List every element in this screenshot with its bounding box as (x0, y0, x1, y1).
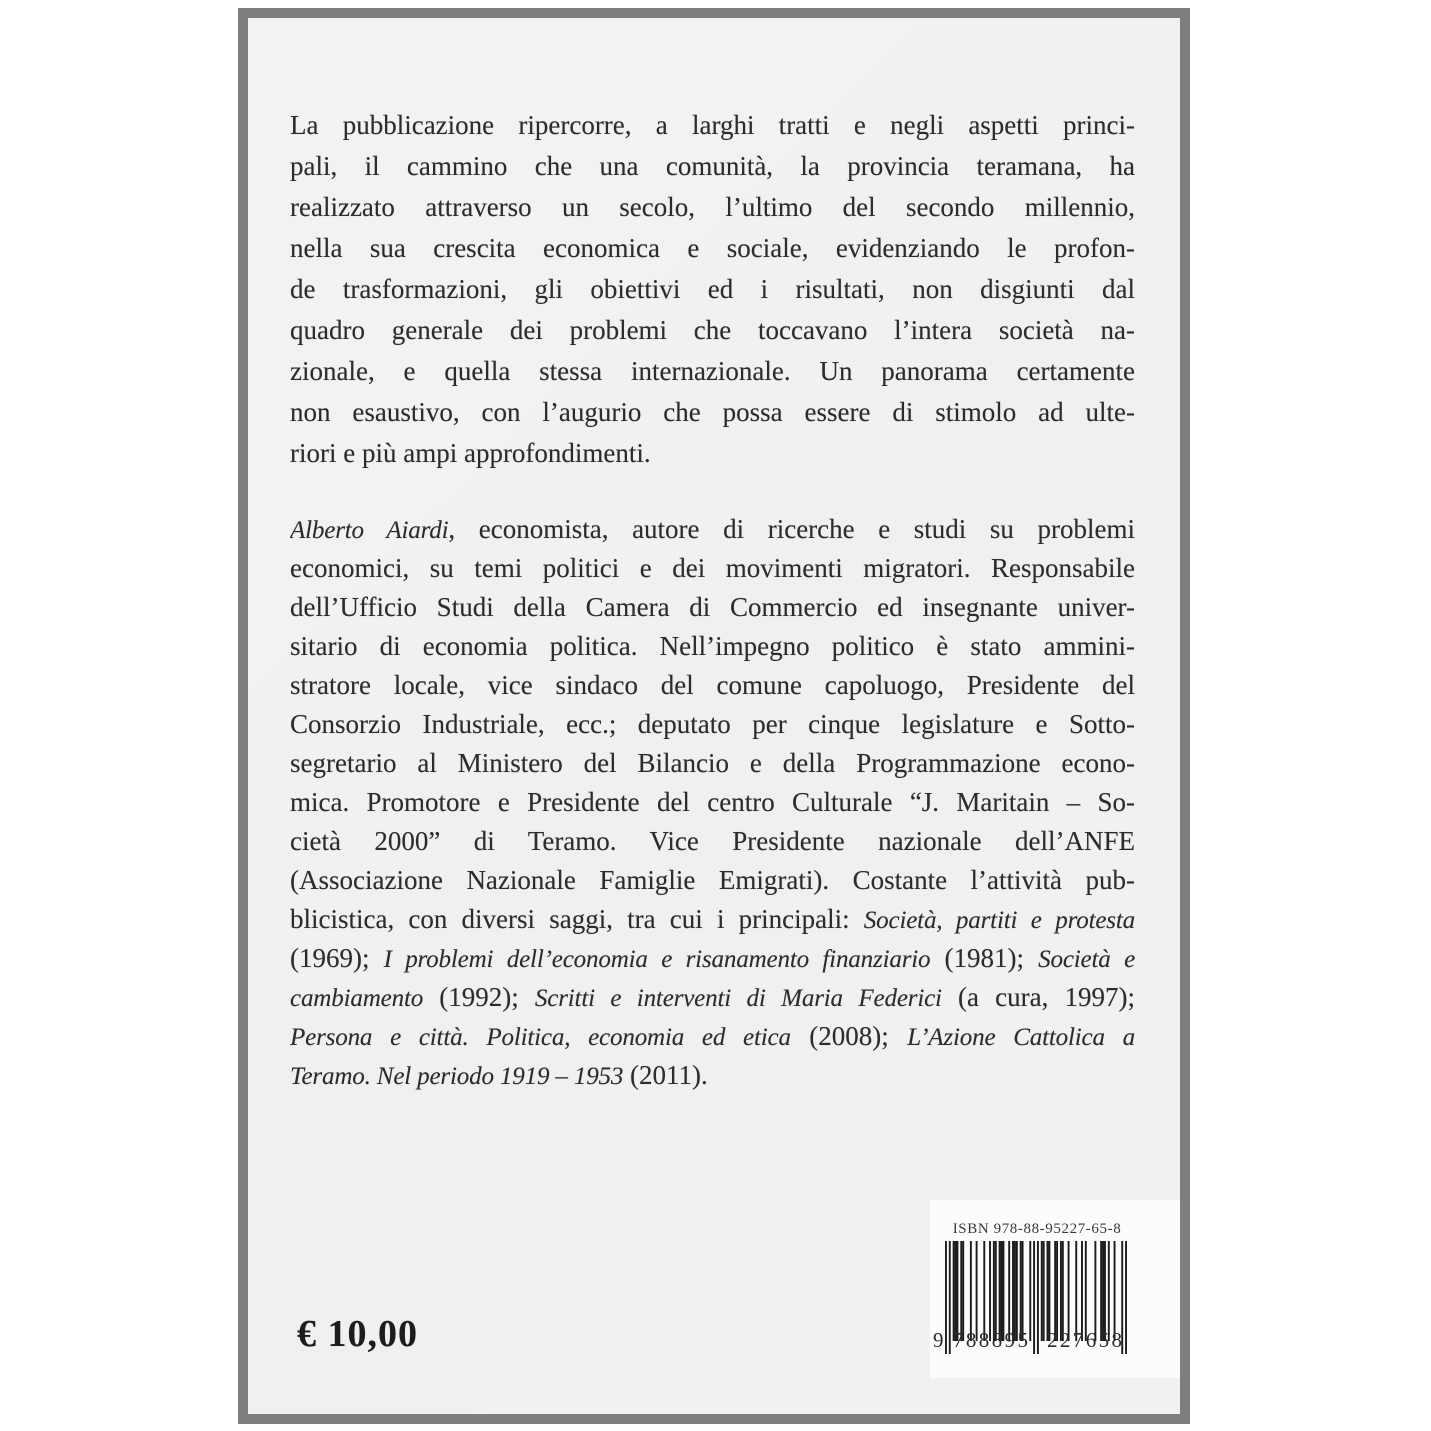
text-segment: pali, il cammino che una comunità, la provincia teramana, ha (290, 151, 1135, 181)
text-segment: (2008); (790, 1021, 908, 1051)
text-line (290, 351, 1135, 392)
barcode-panel (930, 1200, 1180, 1378)
barcode-digit-group: 9 (933, 1328, 944, 1352)
text-line (290, 627, 1135, 666)
text-line (290, 744, 1135, 783)
isbn-label: ISBN 978-88-95227-65-8 (952, 1221, 1122, 1237)
italic-title: I problemi dell’economia e risanamento finanziario (383, 946, 931, 973)
text-line (290, 822, 1135, 861)
italic-title: Società, partiti e protesta (863, 907, 1135, 934)
text-line (290, 105, 1135, 146)
text-segment: (1969); (290, 943, 384, 973)
text-segment: sitario di economia politica. Nell’impegno politico è stato ammini- (290, 631, 1135, 661)
italic-title: Scritti e interventi di Maria Federici (534, 985, 942, 1012)
text-segment: blicistica, con diversi saggi, tra cui i principali: (290, 904, 864, 934)
text-segment: (1981); (930, 943, 1039, 973)
text-line (290, 187, 1135, 228)
paragraph (290, 105, 1135, 474)
text-segment: (Associazione Nazionale Famiglie Emigrati). Costante l’attività pub- (290, 865, 1135, 895)
text-segment: Consorzio Industriale, ecc.; deputato per cinque legislature e Sotto- (290, 709, 1135, 739)
barcode-digit-group: 788895 (953, 1328, 1031, 1352)
text-line (290, 228, 1135, 269)
italic-title: cambiamento (290, 985, 424, 1012)
text-line (290, 705, 1135, 744)
text-line (290, 392, 1135, 433)
paragraph (290, 510, 1135, 1095)
text-segment: La pubblicazione ripercorre, a larghi tratti e negli aspetti princi- (290, 110, 1135, 140)
text-line (290, 978, 1135, 1017)
text-segment: non esaustivo, con l’augurio che possa essere di stimolo ad ulte- (290, 397, 1135, 427)
text-segment: quadro generale dei problemi che toccavano l’intera società na- (290, 315, 1135, 345)
text-line (290, 666, 1135, 705)
text-segment: (2011). (623, 1060, 708, 1090)
text-segment: segretario al Ministero del Bilancio e della Programmazione econo- (290, 748, 1135, 778)
text-line (290, 900, 1135, 939)
text-line (290, 269, 1135, 310)
barcode-inner (933, 1200, 1132, 1356)
text-block (290, 105, 1135, 1095)
text-segment: cietà 2000” di Teramo. Vice Presidente nazionale dell’ANFE (290, 826, 1135, 856)
italic-title: Società e (1038, 946, 1135, 973)
italic-title: Alberto Aiardi (290, 517, 449, 544)
text-line (290, 939, 1135, 978)
text-line (290, 146, 1135, 187)
text-line (290, 783, 1135, 822)
italic-title: L’Azione Cattolica a (907, 1024, 1135, 1051)
text-line (290, 1017, 1135, 1056)
text-line (290, 433, 1135, 474)
text-line (290, 549, 1135, 588)
text-segment: riori e più ampi approfondimenti. (290, 438, 651, 468)
text-segment: stratore locale, vice sindaco del comune capoluogo, Presidente del (290, 670, 1135, 700)
text-line (290, 861, 1135, 900)
text-segment: realizzato attraverso un secolo, l’ultimo del secondo millennio, (290, 192, 1135, 222)
text-segment: (1992); (423, 982, 535, 1012)
text-line (290, 510, 1135, 549)
text-segment: dell’Ufficio Studi della Camera di Commercio ed insegnante univer- (290, 592, 1135, 622)
text-line (290, 588, 1135, 627)
barcode-digits (933, 1328, 1132, 1356)
text-segment: zionale, e quella stessa internazionale. Un panorama certamente (290, 356, 1135, 386)
text-segment: mica. Promotore e Presidente del centro Culturale “J. Maritain – So- (290, 787, 1135, 817)
text-segment: economici, su temi politici e dei movimenti migratori. Responsabile (290, 553, 1135, 583)
text-line (290, 1056, 1135, 1095)
text-segment: nella sua crescita economica e sociale, evidenziando le profon- (290, 233, 1135, 263)
italic-title: Persona e città. Politica, economia ed etica (290, 1024, 791, 1051)
text-segment: (a cura, 1997); (941, 982, 1135, 1012)
book-back-cover (238, 8, 1190, 1424)
italic-title: Teramo. Nel periodo 1919 – 1953 (290, 1063, 624, 1090)
price-label: € 10,00 (297, 1313, 418, 1355)
barcode-digit-group: 227658 (1047, 1328, 1125, 1352)
text-line (290, 310, 1135, 351)
text-segment: , economista, autore di ricerche e studi su problemi (448, 514, 1135, 544)
text-segment: de trasformazioni, gli obiettivi ed i risultati, non disgiunti dal (290, 274, 1135, 304)
